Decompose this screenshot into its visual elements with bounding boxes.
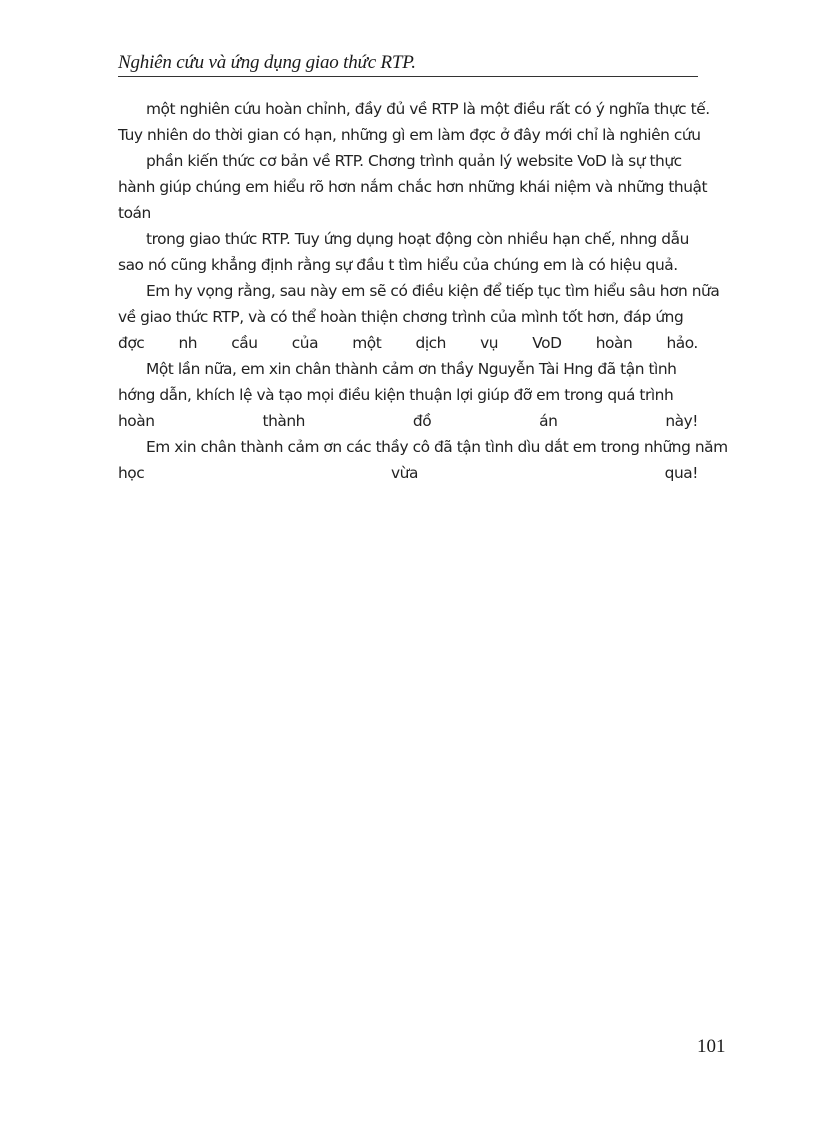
word: VoD	[532, 334, 562, 352]
word: hoàn	[118, 412, 155, 430]
text-line: phần kiến thức cơ bản về RTP. Chơng trình quản lý website VoD là sự thực	[146, 152, 682, 170]
body-text	[118, 96, 728, 486]
word: của	[291, 334, 319, 352]
justified-line	[118, 460, 698, 486]
text-line: toán	[118, 204, 151, 222]
text-line: Một lần nữa, em xin chân thành cảm ơn thầy Nguyễn Tài Hng đã tận tình	[146, 360, 677, 378]
word: này!	[665, 412, 698, 430]
word: thành	[262, 412, 305, 430]
text-line: một nghiên cứu hoàn chỉnh, đầy đủ về RTP là một điều rất có ý nghĩa thực tế.	[146, 100, 710, 118]
word: đợc	[118, 334, 145, 352]
text-line: hớng dẫn, khích lệ và tạo mọi điều kiện thuận lợi giúp đỡ em trong quá trình	[118, 386, 674, 404]
text-line: Tuy nhiên do thời gian có hạn, những gì em làm đợc ở đây mới chỉ là nghiên cứu	[118, 126, 701, 144]
text-line: hành giúp chúng em hiểu rõ hơn nắm chắc hơn những khái niệm và những thuật	[118, 178, 708, 196]
word: một	[352, 334, 382, 352]
word: học	[118, 464, 145, 482]
justified-line	[118, 408, 698, 434]
word: dịch	[415, 334, 446, 352]
text-line: trong giao thức RTP. Tuy ứng dụng hoạt động còn nhiều hạn chế, nhng dẫu	[146, 230, 689, 248]
word: nh	[178, 334, 198, 352]
text-line: Em hy vọng rằng, sau này em sẽ có điều kiện để tiếp tục tìm hiểu sâu hơn nữa	[146, 282, 720, 300]
word: vụ	[480, 334, 499, 352]
justified-line	[118, 330, 698, 356]
running-header	[118, 50, 698, 77]
word: án	[539, 412, 558, 430]
page-number: 101	[697, 1036, 726, 1057]
word: vừa	[391, 464, 418, 482]
word: hoàn	[595, 334, 633, 352]
text-line: về giao thức RTP, và có thể hoàn thiện chơng trình của mình tốt hơn, đáp ứng	[118, 308, 684, 326]
word: qua!	[664, 464, 698, 482]
text-line: Em xin chân thành cảm ơn các thầy cô đã tận tình dìu dắt em trong những năm	[146, 438, 728, 456]
word: cầu	[231, 334, 258, 352]
text-line: sao nó cũng khẳng định rằng sự đầu t tìm hiểu của chúng em là có hiệu quả.	[118, 256, 678, 274]
word: hảo.	[666, 334, 698, 352]
word: đồ	[412, 412, 432, 430]
header-title: Nghiên cứu và ứng dụng giao thức RTP.	[118, 52, 416, 73]
